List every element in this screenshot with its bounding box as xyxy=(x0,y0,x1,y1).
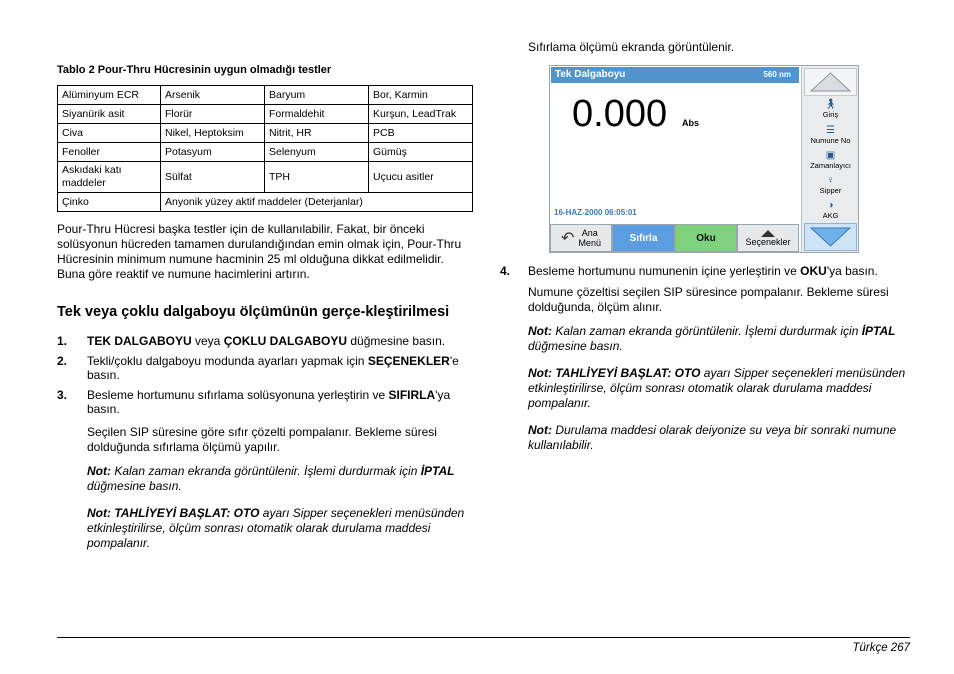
intro-paragraph: Pour-Thru Hücresi başka testler için de kullanılabilir. Fakat, bir önceki solüsyonun hücreden tamamen durulandığından emin olmak için, Pour-Thru Hücresinin minimum numune hacminin 25 ml olduğuna dikkat edilmelidir. Buna göre reaktif ve numune hacimlerini artırın. xyxy=(57,222,462,281)
screen-button-bar xyxy=(550,224,801,252)
read-button[interactable]: Oku xyxy=(675,224,737,252)
table-cell: Sülfat xyxy=(161,162,265,193)
right-steps xyxy=(500,264,920,453)
table-cell: Siyanürik asit xyxy=(58,105,161,124)
screen-title-bar xyxy=(551,67,799,83)
options-button[interactable] xyxy=(737,224,799,252)
note-auto-drain xyxy=(57,506,475,551)
sidebar-item-label: Sipper xyxy=(819,186,842,195)
table-cell: PCB xyxy=(369,124,473,143)
step-bold: ÇOKLU DALGABOYU xyxy=(223,334,348,348)
table-cell: Kurşun, LeadTrak xyxy=(369,105,473,124)
table-cell: Uçucu asitler xyxy=(369,162,473,193)
qc-icon: ◑ xyxy=(827,200,834,211)
step-3-detail: Seçilen SIP süresine göre sıfır çözelti pompalanır. Bekleme süresi dolduğunda sıfırlama ölçümü yapılır. xyxy=(87,425,437,454)
table-row xyxy=(58,193,473,212)
table-cell: Baryum xyxy=(265,86,369,105)
step-text: 'ya basın. xyxy=(826,264,878,278)
note-label: Not: TAHLİYEYİ BAŞLAT: OTO xyxy=(528,366,701,380)
step-text: Besleme hortumunu numunenin içine yerleştirin ve xyxy=(528,264,801,278)
step-3 xyxy=(57,388,475,416)
scroll-up-button[interactable] xyxy=(804,68,857,96)
table-row xyxy=(58,124,473,143)
step-number: 3. xyxy=(57,388,68,402)
sidebar-item-label: Zamanlayıcı xyxy=(810,161,851,170)
wavelength-readout: 560 nm xyxy=(763,70,791,79)
step-text: Tekli/çoklu dalgaboyu modunda ayarları yapmak için xyxy=(87,354,368,368)
incompatible-tests-table xyxy=(57,85,473,212)
step-number: 4. xyxy=(500,264,511,278)
note-cancel xyxy=(500,324,920,354)
screen-main-area xyxy=(550,66,800,224)
sidebar-item-login[interactable] xyxy=(804,99,857,119)
sidebar-item-label: AKG xyxy=(822,211,839,220)
sidebar-item-sample-id[interactable] xyxy=(804,125,857,145)
back-arrow-icon: ↶ xyxy=(561,230,575,247)
screen-sidebar xyxy=(801,66,858,252)
main-menu-line1: Ana xyxy=(581,228,598,238)
page-footer: Türkçe 267 xyxy=(852,642,910,654)
screen-caption: Sıfırlama ölçümü ekranda görüntülenir. xyxy=(528,40,735,54)
main-menu-line2: Menü xyxy=(578,238,601,248)
step-text: veya xyxy=(191,334,224,348)
note-label: Not: TAHLİYEYİ BAŞLAT: OTO xyxy=(87,506,260,520)
left-column xyxy=(57,60,475,551)
table-caption: Tablo 2 Pour-Thru Hücresinin uygun olmadığı testler xyxy=(57,64,332,76)
table-row xyxy=(58,162,473,193)
step-text: 'e basın. xyxy=(87,354,459,382)
table-row xyxy=(58,143,473,162)
note-text: ayarı Sipper seçenekleri menüsünden etkinleştirilirse, ölçüm sonrası otomatik olarak durulama maddesi pompalanır. xyxy=(87,506,465,550)
triangle-up-icon xyxy=(761,230,775,237)
sidebar-item-sipper[interactable] xyxy=(804,175,857,195)
absorbance-value: 0.000 xyxy=(572,93,668,135)
step-text: Besleme hortumunu sıfırlama solüsyonuna yerleştirin ve xyxy=(87,388,389,402)
footer-divider xyxy=(57,637,910,638)
step-bold: OKU xyxy=(800,264,827,278)
note-text: Durulama maddesi olarak deiyonize su veya bir sonraki numune kullanılabilir. xyxy=(528,423,897,452)
table-row xyxy=(58,86,473,105)
step-4-detail: Numune çözeltisi seçilen SIP süresince pompalanır. Bekleme süresi dolduğunda, ölçüm alınır. xyxy=(528,285,889,314)
table-row xyxy=(58,105,473,124)
note-text: düğmesine basın. xyxy=(528,339,623,353)
note-text: Kalan zaman ekranda görüntülenir. İşlemi durdurmak için xyxy=(552,324,862,338)
chevron-up-icon xyxy=(805,69,856,95)
table-cell: Nitrit, HR xyxy=(265,124,369,143)
section-title: Tek veya çoklu dalgaboyu ölçümünün gerçe-kleştirilmesi xyxy=(57,304,450,320)
date-time: 16-HAZ-2000 06:05:01 xyxy=(554,208,637,217)
scroll-down-button[interactable] xyxy=(804,223,857,251)
table-cell: Civa xyxy=(58,124,161,143)
sidebar-item-timer[interactable] xyxy=(804,150,857,170)
table-cell: Florür xyxy=(161,105,265,124)
note-text: Kalan zaman ekranda görüntülenir. İşlemi durdurmak için xyxy=(111,464,421,478)
chevron-down-icon xyxy=(805,224,856,250)
instrument-screen xyxy=(549,65,859,253)
table-cell: Alüminyum ECR xyxy=(58,86,161,105)
note-label: Not: xyxy=(528,423,552,437)
step-2 xyxy=(57,354,475,382)
sidebar-item-label: Giriş xyxy=(822,110,839,119)
note-bold: İPTAL xyxy=(861,324,896,338)
step-bold: SIFIRLA xyxy=(388,388,436,402)
sidebar-item-qc[interactable] xyxy=(804,200,857,220)
zero-button[interactable]: Sıfırla xyxy=(612,224,675,252)
screen-title: Tek Dalgaboyu xyxy=(555,69,626,80)
main-menu-label xyxy=(578,228,601,248)
table-cell: Selenyum xyxy=(265,143,369,162)
step-number: 1. xyxy=(57,334,68,348)
table-cell: Askıdaki katı maddeler xyxy=(58,162,161,193)
table-cell: Formaldehit xyxy=(265,105,369,124)
person-icon: 🚶︎ xyxy=(824,99,837,110)
step-text: düğmesine basın. xyxy=(347,334,446,348)
table-cell: Arsenik xyxy=(161,86,265,105)
note-text: ayarı Sipper seçenekleri menüsünden etkinleştirilirse, ölçüm sonrası otomatik olarak durulama maddesi pompalanır. xyxy=(528,366,906,410)
note-text: düğmesine basın. xyxy=(87,479,182,493)
table-cell: TPH xyxy=(265,162,369,193)
table-cell: Potasyum xyxy=(161,143,265,162)
table-cell: Bor, Karmin xyxy=(369,86,473,105)
table-cell: Nikel, Heptoksim xyxy=(161,124,265,143)
step-1 xyxy=(57,334,475,348)
step-number: 2. xyxy=(57,354,68,368)
options-label: Seçenekler xyxy=(745,236,791,247)
note-label: Not: xyxy=(87,464,111,478)
table-cell: Çinko xyxy=(58,193,161,212)
step-bold: SEÇENEKLER xyxy=(367,354,450,368)
note-rinse xyxy=(500,423,920,453)
sample-vial-icon: ☰ xyxy=(826,125,835,136)
step-bold: TEK DALGABOYU xyxy=(87,334,192,348)
main-menu-button[interactable] xyxy=(550,224,612,252)
note-cancel xyxy=(57,464,475,494)
sidebar-item-label: Numune No xyxy=(810,136,851,145)
timer-icon: ▣ xyxy=(825,150,836,161)
step-text: 'ya basın. xyxy=(87,388,451,416)
step-4 xyxy=(500,264,920,278)
table-cell: Anyonik yüzey aktif maddeler (Deterjanlar) xyxy=(161,193,473,212)
note-label: Not: xyxy=(528,324,552,338)
sipper-icon: ♀ xyxy=(826,175,835,186)
note-auto-drain xyxy=(500,366,920,411)
note-bold: İPTAL xyxy=(420,464,455,478)
table-cell: Gümüş xyxy=(369,143,473,162)
table-cell: Fenoller xyxy=(58,143,161,162)
absorbance-unit: Abs xyxy=(682,118,700,128)
